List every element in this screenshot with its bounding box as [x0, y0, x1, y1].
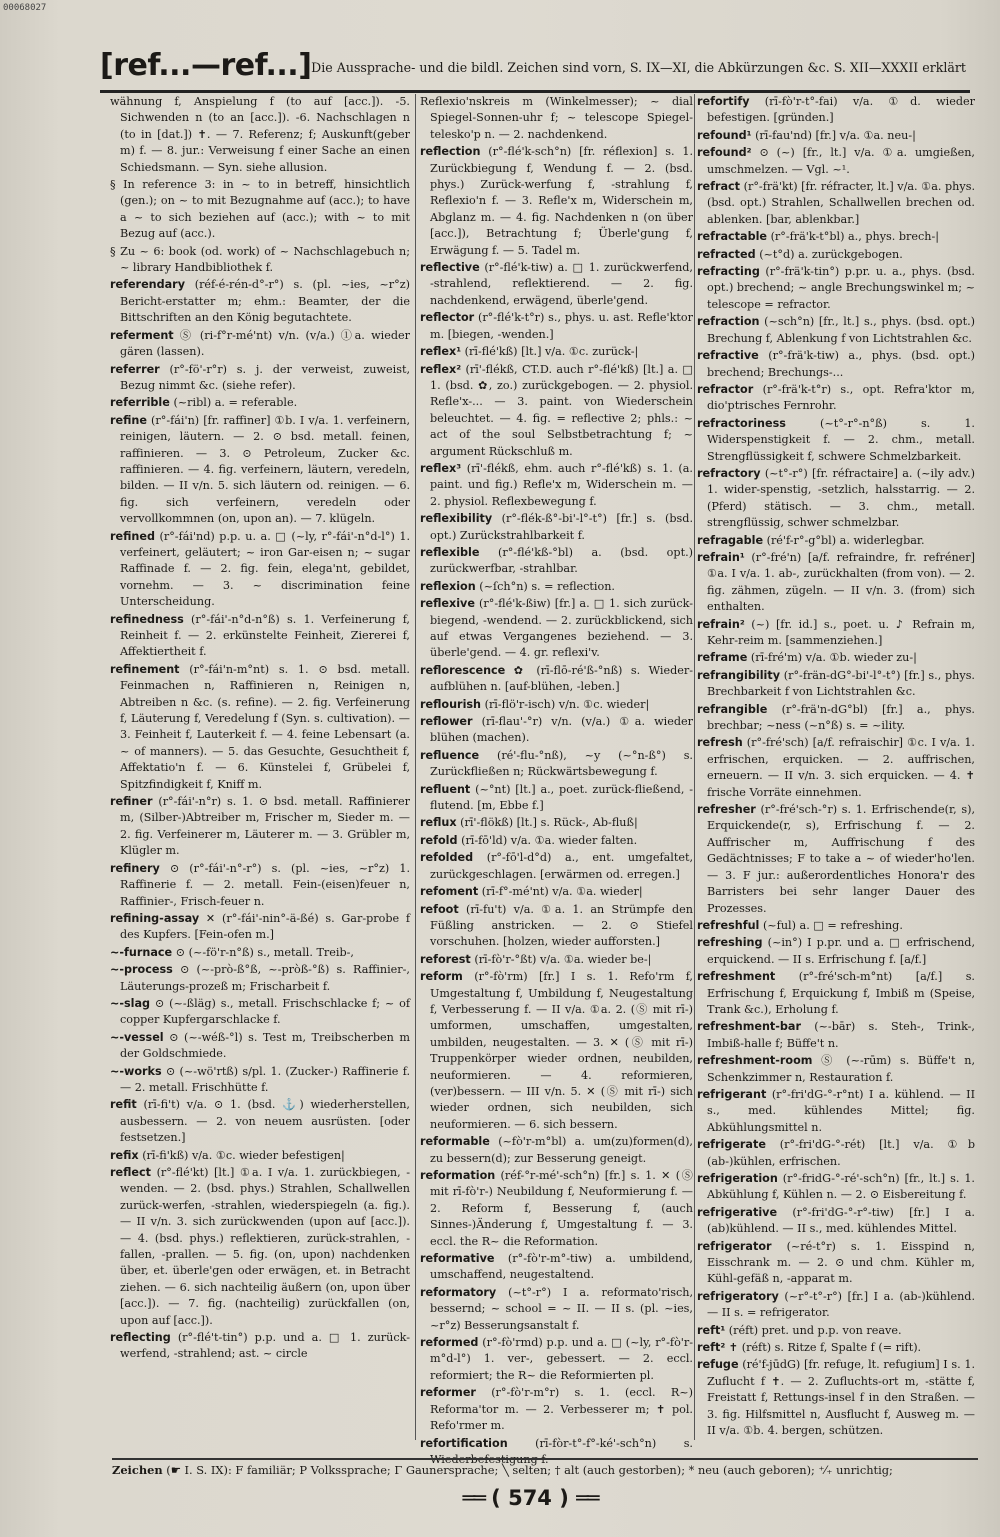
dictionary-entry: [420, 663, 693, 696]
entry-definition: (rī'-flékß, CT.D. auch r°-flé'kß) [lt.] a. □ 1. (bsd. ✿, zo.) zurückgebogen. — 2. physiol. Refle'x-... — 3. paint. von Wiederschein beleuchtet. — 4. fig. = reflective 2; phls.: ~ act of the soul Selbstbetrachtung f; ~ argument Rückschluß m.: [430, 362, 693, 458]
entry-definition: Reflexio'nskreis m (Winkelmesser); ~ dial Spiegel-Sonnen-uhr f; ~ telescope Spiegel-telesko'p n. — 2. nachdenkend.: [420, 95, 693, 141]
dictionary-entry: [420, 596, 693, 662]
entry-definition: (r°-fré'sch-m°nt) [a/f.] s. Erfrischung f, Erquickung f, Imbiß m (Speise, Trank &c.), Erholung f.: [707, 970, 975, 1016]
entry-definition: (r°-flé'k-t°r) s., phys. u. ast. Refle'ktor m. [biegen, -wenden.]: [430, 311, 693, 341]
header-note: Die Aussprache- und die bildl. Zeichen sind vorn, S. IX—XI, die Abkürzungen &c. S. XII—XXXII erklärt: [311, 60, 966, 75]
dictionary-entry: [697, 1053, 975, 1086]
headword: reformation: [420, 1169, 496, 1182]
page-number: ══ ( 574 ) ══: [462, 1486, 598, 1510]
headword: reflection: [420, 145, 481, 159]
column-left: [110, 94, 414, 1452]
dictionary-entry: [697, 1357, 975, 1439]
dictionary-entry: [697, 802, 975, 917]
dictionary-entry: [110, 996, 410, 1029]
dictionary-entry: [420, 344, 693, 360]
dictionary-entry: [420, 362, 693, 460]
dictionary-entry: [420, 833, 693, 849]
headword: refrigeratory: [697, 1289, 779, 1303]
headword: refrigerant: [697, 1087, 767, 1101]
dictionary-entry: [697, 617, 975, 650]
entry-definition: (réft) pret. und p.p. von reave.: [728, 1323, 902, 1337]
entry-definition: (rī'-flökß) [lt.] s. Rück-, Ab-fluß|: [460, 816, 638, 830]
entry-definition: Ⓢ (ri-f°r-mé'nt) v/n. (v/a.) ①a. wieder gären (lassen).: [120, 328, 410, 359]
entry-definition: ✕ (r°-fái'-nin°-ä-ßé) s. Gar-probe f des Kupfers. [Fein-ofen m.]: [120, 911, 410, 942]
page-number-rule-left: ══: [462, 1486, 484, 1510]
headword: reformed: [420, 1336, 479, 1350]
headword: refluence: [420, 748, 480, 762]
entry-definition: (r°-flé'kß-°bl) a. (bsd. opt.) zurückwerfbar, -strahlbar.: [430, 545, 694, 576]
column-divider-1: [415, 94, 416, 1440]
dictionary-entry: [110, 244, 410, 277]
entry-definition: ⊙ (~-prò-ß°ß, ~-pròß-°ß) s. Raffinier-, Läuterungs-prozeß m; Frischarbeit f.: [120, 963, 410, 993]
dictionary-entry: [110, 962, 410, 995]
headword: refold: [420, 833, 458, 847]
entry-definition: (~t°-r°-n°ß) s. 1. Widerspenstigkeit f. — 2. chm., metall. Strengflüssigkeit f, schwere Schmelzbarkeit.: [707, 416, 975, 463]
dictionary-entry: [420, 884, 693, 900]
page-number-value: 574: [508, 1486, 552, 1510]
headword: refinement: [110, 662, 180, 676]
dictionary-entry: [697, 668, 975, 701]
headword: reflexible: [420, 545, 480, 559]
dictionary-entry: [420, 461, 693, 510]
headword: refrain²: [697, 617, 745, 631]
dictionary-entry: [110, 945, 410, 961]
dictionary-entry: [697, 702, 975, 735]
dictionary-entry: [697, 969, 975, 1018]
entry-definition: (r°-fré'sch-°r) s. 1. Erfrischende(r, s), Erquickende(r, s), Erfrischung f. — 2. Auffrischer m, Auffrischung f des Gedächtnisses; F to take a ~ of wieder'ho'len. — 3. F jur.: außerordentliches Honora'r des Barristers bei sehr langer Dauer des Prozesses.: [707, 803, 975, 915]
headword: reframe: [697, 651, 748, 665]
headword: refining-assay: [110, 911, 200, 925]
entry-definition: (rī-fi't) v/a. ⊙ 1. (bsd. ⚓) wiederherstellen, ausbessern. — 2. von neuem ausrüsten. [oder festsetzen.]: [120, 1098, 410, 1145]
dictionary-entry: [697, 1340, 975, 1356]
entry-definition: ⊙ (~) [fr., lt.] v/a. ①a. umgießen, umschmelzen. — Vgl. ~¹.: [707, 146, 975, 176]
dictionary-entry: [697, 650, 975, 666]
dictionary-entry: [420, 1335, 693, 1384]
headword: reflex¹: [420, 345, 462, 359]
dictionary-entry: [420, 952, 693, 968]
dictionary-entry: [697, 145, 975, 178]
entry-definition: (rī'-flékß, ehm. auch r°-flé'kß) s. 1. (a. paint. und fig.) Refle'x m, Widerschein m. — 2. physiol. Reflexbewegung f.: [430, 461, 693, 508]
column-divider-2: [694, 94, 695, 1440]
entry-definition: (r°-fái'-n°d-n°ß) s. 1. Verfeinerung f, Reinheit f. — 2. erkünstelte Feinheit, Ziererei f, Affektiertheit f.: [120, 612, 410, 659]
headword: reformative: [420, 1252, 495, 1266]
dictionary-entry: [420, 1385, 693, 1434]
headword: reflower: [420, 715, 473, 729]
headword: refoot: [420, 902, 459, 916]
dictionary-entry: [110, 1148, 410, 1164]
entry-definition: (~t°-r°) I a. reformato'risch, bessernd; ~ school = ~ II. — II s. (pl. ~ies, ~r°z) Besserungsanstalt f.: [430, 1285, 693, 1332]
headword: refoment: [420, 885, 479, 899]
dictionary-entry: [697, 247, 975, 263]
headword: refractive: [697, 349, 759, 363]
dictionary-entry: [697, 550, 975, 616]
dictionary-entry: [697, 264, 975, 313]
headword: refresher: [697, 803, 756, 817]
headword: refreshing: [697, 936, 763, 950]
entry-definition: (r°-fò'rmd) p.p. und a. □ (~ly, r°-fò'r-m°d-l°) 1. ver-, gebessert. — 2. eccl. reformiert; the R~ die Reformierten pl.: [430, 1336, 694, 1382]
entry-definition: (rī-fi'kß) v/a. ①c. wieder befestigen|: [142, 1148, 345, 1162]
dictionary-entry: [110, 1030, 410, 1063]
entry-definition: (r°-fridG-°-ré'-sch°n) [fr., lt.] s. 1. Abkühlung f, Kühlen n. — 2. ⊙ Eisbereitung f.: [707, 1172, 975, 1202]
entry-definition: (~in°) I p.pr. und a. □ erfrischend, erquickend. — II s. Erfrischung f. [a/f.]: [707, 936, 975, 966]
entry-definition: (r°-fò'rm) [fr.] I s. 1. Refo'rm f, Umgestaltung f, Umbildung f, Neugestaltung f, Verbesserung f. — II v/a. ①a. 2. (Ⓢ mit rī-) umformen, umschaffen, umgestalten, umbilden, neugestalten. — 3. ✕ (Ⓢ mit rī-) Truppenkörper wieder ordnen, neubilden, neuformieren. — 4. reformieren, (ver)bessern. — III v/n. 5. ✕ (Ⓢ mit rī-) sich wieder ordnen, sich neubilden, sich neuformieren. — 6. sich bessern.: [430, 970, 693, 1131]
entry-definition: (r°-fái'nd) p.p. u. a. □ (~ly, r°-fái'-n°d-l°) 1. verfeinert, geläutert; ~ iron Gar-eisen n; ~ sugar Raffinade f. — 2. fig. fein, elega'nt, gebildet, vornehm. — 3. ~ discrimination feine Unterscheidung.: [120, 529, 410, 609]
dictionary-entry: [110, 328, 410, 361]
entry-definition: (rī-fu't) v/a. ①a. 1. an Strümpfe den Füßling anstricken. — 2. ⊙ Stiefel vorschuhen. [holzen, wieder aufforsten.]: [430, 902, 694, 949]
dictionary-entry: [110, 1330, 410, 1363]
dictionary-entry: [420, 1285, 693, 1334]
entry-definition: (r°-fri'dG-°-r°nt) I a. kühlend. — II s., med. kühlendes Mittel; fig. Abkühlungsmittel n.: [707, 1087, 975, 1134]
headword: refit: [110, 1098, 137, 1112]
headword: refreshful: [697, 918, 760, 932]
headword: refracting: [697, 265, 760, 279]
dictionary-entry: [697, 1205, 975, 1238]
page-header: [100, 46, 970, 93]
dictionary-entry: [420, 260, 693, 309]
headword: refrain¹: [697, 550, 745, 564]
dictionary-entry: [697, 533, 975, 549]
dictionary-entry: [420, 511, 693, 544]
dictionary-entry: [110, 1064, 410, 1097]
dictionary-entry: [697, 1087, 975, 1136]
headword: refrigerate: [697, 1138, 766, 1152]
dictionary-entry: [697, 466, 975, 532]
entry-definition: (rī-fòr-t°-f°-ké'-sch°n) s. Wiederbefestigung f.: [430, 1436, 693, 1466]
headword: referrer: [110, 362, 160, 376]
entry-definition: ✝ (réft) s. Ritze f, Spalte f (= rift).: [728, 1341, 922, 1355]
entry-definition: (r°-flé'k-ßiw) [fr.] a. □ 1. sich zurück-biegend, -wendend. — 2. zurückblickend, sich auf etwas Vergangenes beziehend. — 3. überle'gend. — 4. gr. reflexi'v.: [430, 597, 693, 660]
headword: reformatory: [420, 1285, 497, 1299]
headword: reformable: [420, 1135, 490, 1149]
entry-definition: (r°-fái'n-m°nt) s. 1. ⊙ bsd. metall. Feinmachen n, Raffinieren n, Reinigen n, Abtreiben n &c. (s. refine). — 2. fig. Verfeinerung f, Läuterung f, Veredelung f (Syn. s. cultivation). — 3. Feinheit f, Lauterkeit f. — 4. feine Lebensart (a. ~ of manners). — 5. das Gesuchte, Gesuchtheit f, Affektatio'n f. — 6. Künstelei f, Grübelei f, Spitzfindigkeit f, Kniff m.: [120, 662, 410, 791]
entry-definition: (r°-fö'-r°r) s. j. der verweist, zuweist, Bezug nimmt &c. (siehe refer).: [120, 362, 410, 392]
dictionary-entry: [110, 861, 410, 910]
dictionary-entry: [110, 277, 410, 326]
dictionary-entry: [697, 735, 975, 801]
dictionary-entry: [110, 1165, 410, 1329]
entry-definition: (r°-fri'dG-°-r°-tiw) [fr.] I a. (ab)kühlend. — II s., med. kühlendes Mittel.: [707, 1205, 975, 1236]
headword: refolded: [420, 851, 474, 865]
headword: reft²: [697, 1341, 726, 1355]
entry-definition: (r°-fò'r-m°r) s. 1. (eccl. R~) Reforma'tor m. — 2. Verbesserer m; ✝ pol. Refo'rmer m.: [430, 1386, 694, 1433]
dictionary-entry: [697, 348, 975, 381]
dictionary-entry: [110, 395, 410, 411]
dictionary-entry: [110, 362, 410, 395]
headword: refrigerative: [697, 1205, 778, 1219]
dictionary-entry: [697, 314, 975, 347]
entry-definition: (r°-frän-dG°-bi'-l°-t°) [fr.] s., phys. Brechbarkeit f von Lichtstrahlen &c.: [707, 668, 975, 699]
headword: reform: [420, 970, 463, 984]
column-right: [697, 94, 975, 1452]
entry-definition: ⊙ (~-ßläg) s., metall. Frischschlacke f; ~ of copper Kupfergarschlacke f.: [120, 996, 410, 1027]
entry-definition: ⊙ (~-wö'rtß) s/pl. 1. (Zucker-) Raffinerie f. — 2. metall. Frischhütte f.: [120, 1064, 410, 1094]
entry-definition: (rī-fō'ld) v/a. ①a. wieder falten.: [461, 833, 638, 847]
entry-definition: (réf-é-rén-d°-r°) s. (pl. ~ies, ~r°z) Bericht-erstatter m; ehm.: Beamter, der die Bittschriften an den König begutachtete.: [120, 278, 410, 325]
entry-definition: (~ful) a. □ = refreshing.: [762, 918, 903, 932]
entry-definition: (~) [fr. id.] s., poet. u. ♪ Refrain m, Kehr-reim m. [sammenziehen.]: [707, 617, 975, 647]
entry-definition: (r°-frä'k-tin°) p.pr. u. a., phys. (bsd. opt.) brechend; ~ angle Brechungswinkel m; ~ telescope = refractor.: [707, 265, 975, 311]
headword: referendary: [110, 278, 185, 292]
dictionary-entry: [697, 128, 975, 144]
headword: reflecting: [110, 1331, 171, 1345]
headword: reforest: [420, 952, 471, 966]
entry-definition: (~ſch°n) s. = reflection.: [479, 579, 615, 593]
entry-definition: (réf-°r-mé'-sch°n) [fr.] s. 1. ✕ (Ⓢ mit rī-fò'r-) Neubildung f, Neuformierung f. — 2. Reform f, Besserung f, (auch Sinnes-)Änderung f, Umgestaltung f. — 3. eccl. the R~ die Reformation.: [430, 1169, 693, 1248]
dictionary-entry: [110, 1097, 410, 1146]
legend-text: (☛ I. S. IX): F familiär; P Volkssprache; Γ Gaunersprache; ╲ selten; † alt (auch gestorben); * neu (auch geboren); ⁺⁄₊ unrichtig;: [166, 1463, 893, 1477]
entry-definition: (rī-flau'-°r) v/n. (v/a.) ①a. wieder blühen (machen).: [430, 715, 693, 745]
dictionary-entry: [110, 911, 410, 944]
dictionary-entry: [110, 612, 410, 661]
headword: referment: [110, 328, 174, 342]
headword: reflux: [420, 816, 457, 830]
dictionary-entry: [420, 969, 693, 1133]
headword: refiner: [110, 795, 153, 809]
dictionary-entry: [697, 382, 975, 415]
entry-definition: (~fò'r-m°bl) a. um(zu)formen(d), zu bessern(d); zur Besserung geneigt.: [430, 1135, 693, 1165]
entry-definition: (~t°d) a. zurückgebogen.: [759, 247, 903, 261]
entry-definition: (rī-fò'r-°ßt) v/a. ①a. wieder be-|: [474, 952, 652, 966]
headword: reflexive: [420, 597, 475, 611]
column-middle: [420, 94, 694, 1466]
dictionary-entry: [697, 416, 975, 465]
dictionary-entry: [420, 144, 693, 259]
entry-definition: (rī-fau'nd) [fr.] v/a. ①a. neu-|: [755, 128, 916, 142]
headword: refinedness: [110, 612, 184, 626]
dictionary-entry: [697, 1137, 975, 1170]
headword: refrangibility: [697, 668, 780, 682]
entry-definition: (r°-fái'-n°r) s. 1. ⊙ bsd. metall. Raffinierer m, (Silber-)Abtreiber m, Frischer m, Sieder m. — 2. fig. Verfeinerer m, Läuterer m. — 3. Grübler m, Klügler m.: [120, 795, 410, 858]
headword: refound¹: [697, 128, 752, 142]
entry-definition: (r°-fái'n) [fr. raffiner] ①b. I v/a. 1. verfeinern, reinigen, läutern. — 2. ⊙ bsd. metall. feinen, raffinieren. — 3. ⊙ Petroleum, Zucker &c. raffinieren. — 4. fig. verfeinern, läutern, veredeln, bilden. — II v/n. 5. sich läutern od. reinigen. — 6. fig. sich verfeinern, veredeln oder vervollkommnen (on, upon an). — 7. klügeln.: [120, 413, 410, 526]
entry-definition: (r°-frä'kt) [fr. réfracter, lt.] v/a. ①a. phys. (bsd. opt.) Strahlen, Schallwellen brechen od. ablenken. [bar, ablenkbar.]: [707, 180, 975, 226]
entry-definition: § In reference 3: in ~ to in betreff, hinsichtlich (gen.); on ~ to mit Bezugnahme auf (acc.); to have a ~ to sich beziehen auf (acc.); with ~ to mit Bezug auf (acc.).: [110, 178, 410, 241]
headword: reflourish: [420, 697, 482, 711]
entry-definition: (~ribl) a. = referable.: [173, 396, 298, 410]
entry-definition: (~°nt) [lt.] a., poet. zurück-fließend, -flutend. [m, Ebbe f.]: [430, 782, 693, 813]
dictionary-entry: [110, 529, 410, 611]
headword: refragable: [697, 533, 764, 547]
headword: refrigerator: [697, 1239, 772, 1253]
entry-definition: (~t°-r°) [fr. réfractaire] a. (~ily adv.) 1. wider-spenstig, -setzlich, halsstarrig. — 2. (Pferd) stätisch. — 3. chm., metall. strengflüssig, schwer schmelzbar.: [707, 466, 976, 530]
dictionary-entry: [697, 1171, 975, 1204]
headword: refract: [697, 180, 741, 194]
headword: reflect: [110, 1166, 151, 1179]
headword: refrangible: [697, 702, 768, 716]
entry-definition: (rī-flé'kß) [lt.] v/a. ①c. zurück-|: [464, 345, 639, 359]
headword: reformer: [420, 1386, 476, 1400]
entry-definition: (rī-f°-mé'nt) v/a. ①a. wieder|: [481, 885, 643, 899]
entry-definition: ⊙ (~-fö'r-n°ß) s., metall. Treib-,: [175, 945, 354, 959]
entry-definition: (r°-flék-ß°-bi'-l°-t°) [fr.] s. (bsd. opt.) Zurückstrahlbarkeit f.: [430, 512, 694, 542]
headword: refractory: [697, 466, 761, 480]
entry-definition: (r°-flé't-tin°) p.p. und a. □ 1. zurück-werfend, -strahlend; ast. ~ circle: [120, 1331, 410, 1361]
headword: refined: [110, 529, 155, 543]
headword: referrible: [110, 396, 170, 410]
dictionary-entry: [697, 1323, 975, 1339]
dictionary-entry: [420, 748, 693, 781]
headword: ~-process: [110, 963, 173, 977]
dictionary-entry: [697, 935, 975, 968]
entry-definition: (r°-fré'n) [a/f. refraindre, fr. refréner] ①a. I v/a. 1. ab-, zurückhalten (from von). — 2. fig. zähmen, zügeln. — II v/n. 3. (from) sich enthalten.: [707, 550, 975, 614]
entry-definition: (r°-fō'l-d°d) a., ent. umgefaltet, zurückgeschlagen. [erwärmen od. erregen.]: [430, 851, 693, 881]
headword: refortification: [420, 1436, 508, 1450]
dictionary-entry: [110, 413, 410, 528]
headword: refound²: [697, 146, 752, 160]
headword: refresh: [697, 736, 743, 750]
headword: refreshment-bar: [697, 1020, 801, 1034]
headword: refrigeration: [697, 1172, 778, 1185]
entry-definition: (r°-fré'sch) [a/f. refraischir] ①c. I v/a. 1. erfrischen, erquicken. — 2. auffrischen, erneuern. — II v/n. 3. sich erquicken. — 4. ✝ frische Vorräte einnehmen.: [707, 736, 975, 799]
headword: refortify: [697, 95, 750, 108]
headword: refractoriness: [697, 416, 786, 430]
entry-definition: (r°-flé'k-tiw) a. □ 1. zurückwerfend, -strahlend, reflektierend. — 2. fig. nachdenkend, erwägend, überle'gend.: [430, 261, 693, 307]
headword: refreshment-room: [697, 1054, 813, 1068]
entry-definition: § Zu ~ 6: book (od. work) of ~ Nachschlagebuch n; ~ library Handbibliothek f.: [110, 244, 410, 275]
entry-definition: ⊙ (~-wéß-°l) s. Test m, Treibscherben m der Goldschmiede.: [120, 1030, 411, 1061]
entry-definition: (r°-frä'k-tiw) a., phys. (bsd. opt.) brechend; Brechungs-...: [707, 349, 975, 379]
headword: refractor: [697, 382, 754, 396]
dictionary-entry: [420, 545, 693, 578]
dictionary-entry: [697, 1289, 975, 1322]
headword: reflex³: [420, 461, 462, 475]
entry-definition: ✿ (rī-flō-ré'ß-°nß) s. Wieder-aufblühen n. [auf-blühen, -leben.]: [430, 663, 694, 694]
entry-range: [ref...—ref...]: [100, 48, 312, 83]
dictionary-entry: [697, 179, 975, 228]
headword: reflorescence: [420, 663, 506, 677]
entry-definition: (r°-flé'kt) [lt.] ①a. I v/a. 1. zurückbiegen, -wenden. — 2. (bsd. phys.) Strahlen, Schallwellen zurück-werfen, -strahlen, wiederspiegeln (a. fig.). — II v/n. 3. sich zurückwenden (upon auf [acc.]). — 4. (bsd. phys.) reflektieren, zurück-strahlen, -fallen, -prallen. — 5. fig. (on, upon) nachdenken über, et. überle'gen oder erwägen, et. in Betracht ziehen. — 6. sich nachteilig äußern (on, upon über [acc.]). — 7. fig. (nachteilig) zurückfallen (on, upon auf [acc.]).: [120, 1166, 410, 1327]
headword: reft¹: [697, 1323, 726, 1337]
dictionary-entry: [110, 794, 410, 860]
entry-definition: (ré'f-jūdG) [fr. refuge, lt. refugium] I s. 1. Zuflucht f ✝. — 2. Zufluchts-ort m, -stätte f, Freistatt f, Rettungs-insel f in den Straßen. — 3. fig. Hilfsmittel n, Ausflucht f, Ausweg m. — II v/a. ①b. 4. bergen, schützen.: [707, 1358, 976, 1438]
headword: refractable: [697, 230, 767, 244]
headword: ~-slag: [110, 996, 151, 1010]
dictionary-entry: [420, 850, 693, 883]
headword: refracted: [697, 247, 756, 261]
headword: reflexibility: [420, 512, 493, 526]
page-number-rule-right: ══: [576, 1486, 598, 1510]
dictionary-entry: [110, 94, 410, 176]
entry-definition: (r°-fò'r-m°-tiw) a. umbildend, umschaffend, neugestaltend.: [430, 1252, 693, 1282]
entry-definition: Ⓢ (~-rūm) s. Büffe't n, Schenkzimmer n, Restauration f.: [707, 1054, 975, 1084]
dictionary-entry: [697, 1019, 975, 1052]
headword: refine: [110, 413, 147, 427]
entry-definition: (r°-frä'k-t°r) s., opt. Refra'ktor m, dio'ptrisches Fernrohr.: [707, 382, 975, 413]
legend-label: Zeichen: [112, 1463, 163, 1477]
dictionary-entry: [110, 177, 410, 243]
headword: refix: [110, 1148, 139, 1162]
headword: refinery: [110, 861, 160, 875]
entry-definition: (ré'f-r°-g°bl) a. widerlegbar.: [766, 533, 925, 547]
dictionary-entry: [420, 579, 693, 595]
entry-definition: (~-bār) s. Steh-, Trink-, Imbiß-halle f; Büffe't n.: [707, 1020, 975, 1050]
dictionary-entry: [420, 94, 693, 143]
headword: reflex²: [420, 362, 462, 376]
dictionary-entry: [420, 1168, 693, 1250]
entry-definition: wähnung f, Anspielung f (to auf [acc.]). -5. Sichwenden n (to an [acc.]). -6. Nachschlagen n (to in [dat.]) ✝. — 7. Referenz; f; Auskunft(geber m) f. — 8. jur.: Verweisung f einer Sache an einen Schiedsmann. — Syn. siehe allusion.: [110, 95, 410, 174]
entry-definition: (rī-fò'r-t°-fai) v/a. ①d. wieder befestigen. [gründen.]: [707, 95, 975, 125]
headword: refluent: [420, 782, 471, 796]
dictionary-entry: [420, 815, 693, 831]
dictionary-entry: [420, 1251, 693, 1284]
headword: refraction: [697, 315, 760, 329]
dictionary-entry: [420, 782, 693, 815]
dictionary-entry: [110, 662, 410, 793]
entry-definition: (~ré-t°r) s. 1. Eisspind n, Eisschrank m. — 2. ⊙ und chm. Kühler m, Kühl-gefäß n, -apparat m.: [707, 1239, 975, 1286]
entry-definition: (ré'-flu-°nß), ~y (~°n-ß°) s. Zurückfließen n; Rückwärtsbewegung f.: [430, 748, 693, 779]
entry-definition: (rī-flö'r-isch) v/n. ①c. wieder|: [484, 697, 650, 711]
headword: reflective: [420, 261, 480, 275]
entry-definition: ⊙ (r°-fái'-n°-r°) s. (pl. ~ies, ~r°z) 1. Raffinerie f. — 2. metall. Fein-(eisen)feuer n, Raffinier-, Frisch-feuer n.: [120, 861, 410, 908]
dictionary-entry: [697, 918, 975, 934]
legend-line: [112, 1458, 978, 1477]
headword: reflector: [420, 311, 475, 325]
dictionary-entry: [420, 310, 693, 343]
entry-definition: (r°-frä'k-t°bl) a., phys. brech-|: [770, 230, 940, 244]
headword: ~-works: [110, 1064, 162, 1078]
dictionary-entry: [420, 902, 693, 951]
dictionary-entry: [697, 229, 975, 245]
entry-definition: (r°-fri'dG-°-rét) [lt.] v/a. ①b (ab-)kühlen, erfrischen.: [707, 1138, 975, 1168]
dictionary-entry: [697, 94, 975, 127]
entry-definition: (~sch°n) [fr., lt.] s., phys. (bsd. opt.) Brechung f, Ablenkung f von Lichtstrahlen &c.: [707, 315, 975, 345]
dictionary-entry: [420, 1134, 693, 1167]
scan-id: 00068027: [3, 3, 47, 13]
dictionary-entry: [420, 697, 693, 713]
headword: refreshment: [697, 970, 776, 984]
dictionary-entry: [420, 714, 693, 747]
entry-definition: (r°-frä'n-dG°bl) [fr.] a., phys. brechbar; ~ness (~n°ß) s. = ~ility.: [707, 702, 975, 733]
entry-definition: (rī-fré'm) v/a. ①b. wieder zu-|: [750, 651, 917, 665]
entry-definition: (r°-flé'k-sch°n) [fr. réflexion] s. 1. Zurückbiegung f, Wendung f. — 2. (bsd. phys.) Zurück-werfung f, -strahlung f, Reflexio'n f. — 3. Refle'x m, Widerschein m, Abglanz m. — 4. fig. Nachdenken n (on über [acc.]), Betrachtung f; Überle'gung f, Erwägung f. — 5. Tadel m.: [430, 145, 693, 257]
headword: ~-furnace: [110, 945, 173, 959]
entry-definition: (~r°-t°-r°) [fr.] I a. (ab-)kühlend. — II s. = refrigerator.: [707, 1289, 976, 1320]
headword: reflexion: [420, 579, 476, 593]
dictionary-entry: [697, 1239, 975, 1288]
headword: ~-vessel: [110, 1030, 164, 1044]
headword: refuge: [697, 1358, 739, 1372]
